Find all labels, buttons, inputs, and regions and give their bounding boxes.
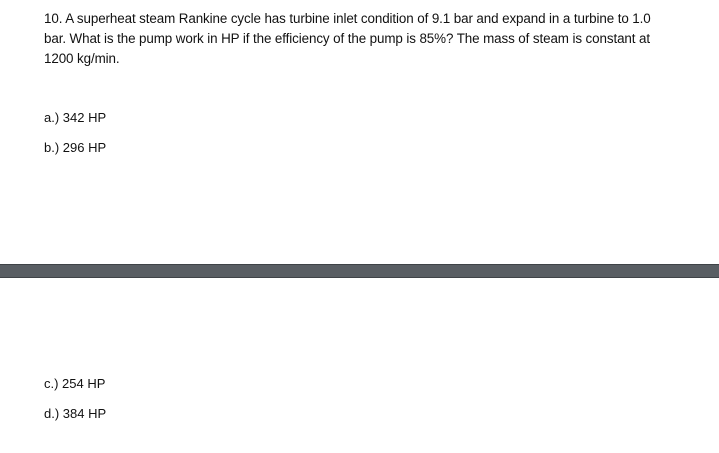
option-a: a.) 342 HP (44, 110, 107, 125)
option-b: b.) 296 HP (44, 140, 107, 155)
question-line-1: 10. A superheat steam Rankine cycle has turbine inlet condition of 9.1 bar and expand in a turbine to 1.0 (44, 11, 651, 26)
option-d: d.) 384 HP (44, 406, 107, 421)
page-divider-bar (0, 264, 719, 278)
question-line-2: bar. What is the pump work in HP if the efficiency of the pump is 85%? The mass of steam is constant at (44, 31, 650, 46)
question-line-3: 1200 kg/min. (44, 51, 120, 66)
option-c: c.) 254 HP (44, 376, 106, 391)
question-text (44, 9, 684, 69)
